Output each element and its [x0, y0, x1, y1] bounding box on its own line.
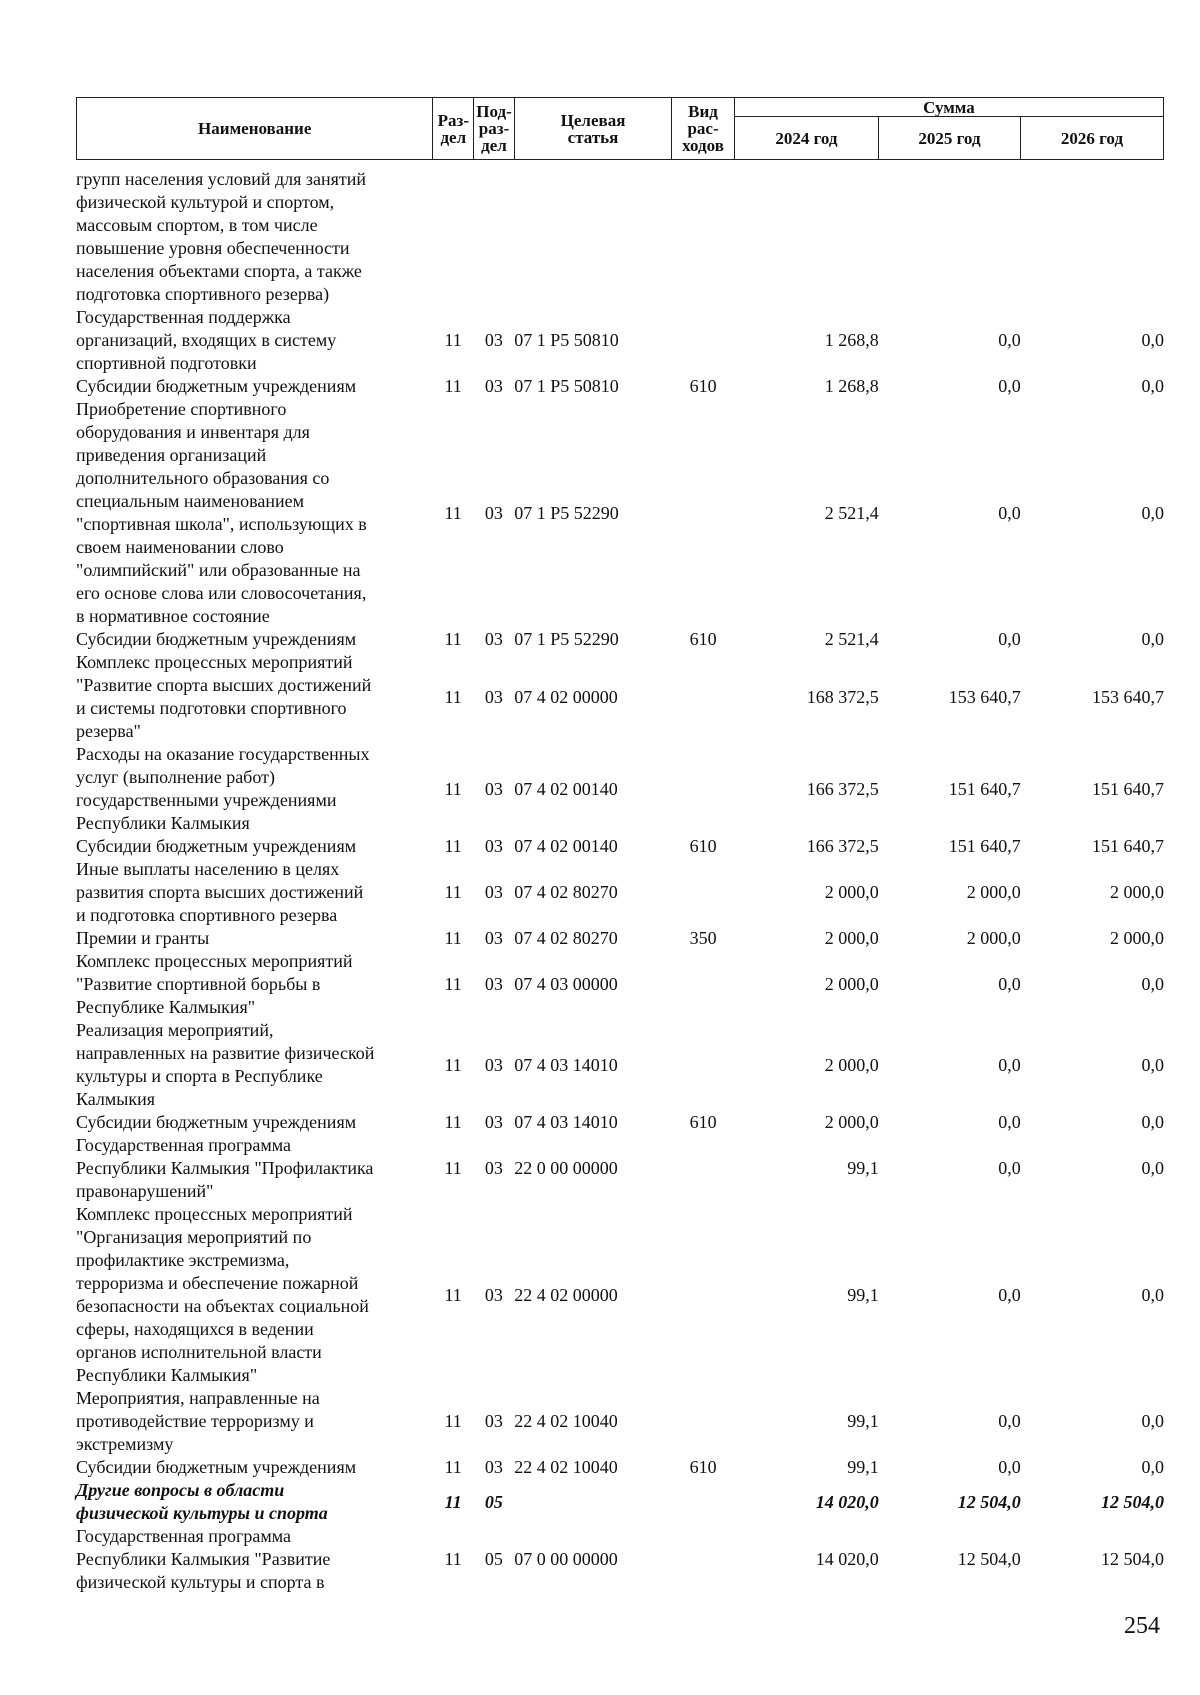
- row-podrazdel: 03: [484, 1112, 503, 1132]
- row-vid: [672, 398, 735, 628]
- row-name-line: приведения организаций: [76, 445, 267, 465]
- row-sum-2025: 151 640,7: [948, 836, 1021, 856]
- row-sum-2026: 0,0: [1141, 330, 1164, 350]
- table-row: [76, 1203, 1164, 1387]
- header-line: ходов: [682, 136, 724, 155]
- table-row: [76, 927, 1164, 950]
- row-name-line: организаций, входящих в систему: [76, 330, 337, 350]
- row-name-line: Расходы на оказание государственных: [76, 744, 370, 764]
- row-name-line: Мероприятия, направленные на: [76, 1388, 320, 1408]
- row-podrazdel: 05: [484, 1549, 503, 1569]
- table-row: [76, 1479, 1164, 1525]
- row-sum-2025: 151 640,7: [948, 778, 1021, 799]
- row-podrazdel: 03: [484, 928, 503, 948]
- row-sum-2024: 99,1: [847, 1284, 879, 1305]
- row-target: 07 4 02 80270: [514, 882, 618, 902]
- row-razdel: 11: [444, 1411, 462, 1431]
- row-sum-2026: [1021, 168, 1164, 306]
- row-sum-2026: 0,0: [1141, 1158, 1164, 1178]
- row-sum-2025: 0,0: [998, 502, 1021, 523]
- row-name: [76, 628, 433, 651]
- row-target: 07 1 P5 50810: [514, 376, 619, 396]
- row-sum-2024: 99,1: [847, 1457, 879, 1477]
- row-sum-2026: 0,0: [1141, 1112, 1164, 1132]
- row-name-line: Другие вопросы в области: [76, 1480, 285, 1500]
- row-sum-2026: 2 000,0: [1110, 928, 1164, 948]
- row-name: [76, 398, 433, 628]
- row-vid: [672, 306, 735, 375]
- row-target: 22 4 02 00000: [514, 1284, 618, 1305]
- row-name-line: "Развитие спорта высших достижений: [76, 675, 372, 695]
- row-name-line: Республики Калмыкия": [76, 1365, 258, 1385]
- row-name-line: Калмыкия: [76, 1089, 156, 1109]
- row-sum-2024: 14 020,0: [815, 1549, 879, 1569]
- row-sum-2024: 2 000,0: [824, 974, 879, 994]
- row-sum-2024: 166 372,5: [806, 778, 879, 799]
- row-name-line: "олимпийский" или образованные на: [76, 560, 361, 580]
- row-name-line: дополнительного образования со: [76, 468, 330, 488]
- row-name-line: в нормативное состояние: [76, 606, 270, 626]
- row-name: [76, 858, 433, 927]
- row-sum-2025: 0,0: [998, 1112, 1021, 1132]
- row-razdel: 11: [444, 1549, 462, 1569]
- row-vid: [672, 651, 735, 743]
- header-target: [514, 98, 671, 160]
- row-target: 22 4 02 10040: [514, 1411, 618, 1431]
- row-sum-2026: 0,0: [1141, 1411, 1164, 1431]
- row-sum-2025: 12 504,0: [957, 1549, 1021, 1569]
- row-podrazdel: 03: [484, 1411, 503, 1431]
- row-podrazdel: 03: [484, 1054, 503, 1075]
- row-name: [76, 1111, 433, 1134]
- row-name-line: Республики Калмыкия "Развитие: [76, 1549, 331, 1569]
- table-row: [76, 858, 1164, 927]
- row-name-line: Субсидии бюджетным учреждениям: [76, 1112, 357, 1132]
- row-vid: [672, 168, 735, 306]
- row-vid: 610: [689, 1112, 717, 1132]
- row-name-line: физической культурой и спортом,: [76, 192, 335, 212]
- row-sum-2026: 12 504,0: [1101, 1549, 1164, 1569]
- header-line: рас-: [687, 119, 719, 138]
- row-vid: [672, 1203, 735, 1387]
- table-row: [76, 1525, 1164, 1594]
- row-sum-2024: 2 521,4: [824, 629, 879, 649]
- row-name-line: и системы подготовки спортивного: [76, 698, 347, 718]
- row-razdel: 11: [444, 1491, 462, 1512]
- row-name-line: "спортивная школа", использующих в: [76, 514, 367, 534]
- table-row: [76, 950, 1164, 1019]
- row-name-line: Государственная программа: [76, 1135, 291, 1155]
- row-name-line: резерва": [76, 721, 141, 741]
- row-podrazdel: 03: [484, 376, 503, 396]
- row-target: [514, 1479, 671, 1525]
- row-name-line: Комплекс процессных мероприятий: [76, 652, 353, 672]
- row-name-line: подготовка спортивного резерва): [76, 284, 330, 304]
- header-line: Вид: [688, 102, 718, 121]
- row-sum-2025: 0,0: [998, 1411, 1021, 1431]
- row-name-line: Премии и гранты: [76, 928, 210, 948]
- row-target: 07 4 03 00000: [514, 974, 618, 994]
- row-sum-2024: 2 521,4: [824, 502, 879, 523]
- row-target: [514, 168, 671, 306]
- row-podrazdel: 03: [484, 1457, 503, 1477]
- row-name-line: экстремизму: [76, 1434, 174, 1454]
- row-sum-2025: 0,0: [998, 629, 1021, 649]
- row-name: [76, 168, 433, 306]
- row-sum-2024: 1 268,8: [824, 330, 879, 350]
- table-row: [76, 1111, 1164, 1134]
- row-name-line: развития спорта высших достижений: [76, 882, 364, 902]
- row-name-line: Субсидии бюджетным учреждениям: [76, 1457, 357, 1477]
- row-target: 22 4 02 10040: [514, 1457, 618, 1477]
- row-sum-2026: 12 504,0: [1101, 1491, 1164, 1512]
- row-name-line: государственными учреждениями: [76, 790, 337, 810]
- row-razdel: 11: [444, 778, 462, 799]
- row-razdel: 11: [444, 1054, 462, 1075]
- row-sum-2025: 0,0: [998, 1284, 1021, 1305]
- row-name: [76, 1203, 433, 1387]
- row-vid: [672, 950, 735, 1019]
- row-target: 07 1 P5 52290: [514, 502, 619, 523]
- row-razdel: 11: [444, 330, 462, 350]
- row-target: 07 4 03 14010: [514, 1054, 618, 1075]
- row-target: 07 1 P5 50810: [514, 330, 619, 350]
- table-row: [76, 1456, 1164, 1479]
- row-name-line: физической культуры и спорта в: [76, 1572, 325, 1592]
- table-row: [76, 398, 1164, 628]
- row-sum-2024: 168 372,5: [806, 686, 879, 707]
- row-razdel: 11: [444, 502, 462, 523]
- row-podrazdel: 03: [484, 1158, 503, 1178]
- row-sum-2025: 2 000,0: [966, 882, 1021, 902]
- row-sum-2024: 2 000,0: [824, 882, 879, 902]
- row-sum-2025: 12 504,0: [957, 1491, 1021, 1512]
- row-name-line: своем наименовании слово: [76, 537, 284, 557]
- row-sum-2026: 0,0: [1141, 974, 1164, 994]
- row-sum-2024: 1 268,8: [824, 376, 879, 396]
- row-sum-2026: 2 000,0: [1110, 882, 1164, 902]
- row-name-line: Иные выплаты населению в целях: [76, 859, 340, 879]
- row-name: [76, 1479, 433, 1525]
- row-razdel: 11: [444, 974, 462, 994]
- row-sum-2025: 0,0: [998, 330, 1021, 350]
- row-name-line: терроризма и обеспечение пожарной: [76, 1273, 359, 1293]
- table-row: [76, 306, 1164, 375]
- row-razdel: 11: [444, 1284, 462, 1305]
- row-sum-2026: 0,0: [1141, 1054, 1164, 1075]
- row-sum-2025: 2 000,0: [966, 928, 1021, 948]
- row-razdel: 11: [444, 1158, 462, 1178]
- header-summa: Сумма: [734, 98, 1163, 117]
- header-razdel: [433, 98, 474, 160]
- row-name: [76, 306, 433, 375]
- row-name-line: физической культуры и спорта: [76, 1503, 328, 1523]
- row-podrazdel: 03: [484, 330, 503, 350]
- row-name-line: повышение уровня обеспеченности: [76, 238, 350, 258]
- header-year-2026: 2026 год: [1020, 117, 1163, 160]
- row-sum-2024: 99,1: [847, 1158, 879, 1178]
- row-name-line: "Развитие спортивной борьбы в: [76, 974, 321, 994]
- row-sum-2025: 0,0: [998, 1457, 1021, 1477]
- row-podrazdel: 03: [484, 778, 503, 799]
- row-name-line: Субсидии бюджетным учреждениям: [76, 376, 357, 396]
- table-row: [76, 168, 1164, 306]
- table-row: [76, 1019, 1164, 1111]
- row-razdel: 11: [444, 882, 462, 902]
- row-target: 07 0 00 00000: [514, 1549, 618, 1569]
- row-vid: [672, 1479, 735, 1525]
- row-name: [76, 835, 433, 858]
- row-vid: [672, 1134, 735, 1203]
- row-name-line: Приобретение спортивного: [76, 399, 287, 419]
- row-name-line: культуры и спорта в Республике: [76, 1066, 323, 1086]
- row-name: [76, 743, 433, 835]
- row-sum-2026: 151 640,7: [1092, 836, 1164, 856]
- row-sum-2025: [879, 168, 1021, 306]
- row-podrazdel: 05: [484, 1491, 503, 1512]
- row-target: 07 4 03 14010: [514, 1112, 618, 1132]
- row-target: 07 4 02 00000: [514, 686, 618, 707]
- row-name-line: Реализация мероприятий,: [76, 1020, 274, 1040]
- row-name-line: правонарушений": [76, 1181, 214, 1201]
- row-name-line: Государственная программа: [76, 1526, 291, 1546]
- header-name: Наименование: [77, 98, 433, 160]
- row-vid: [672, 1387, 735, 1456]
- row-name: [76, 1456, 433, 1479]
- row-name-line: направленных на развитие физической: [76, 1043, 375, 1063]
- row-name-line: безопасности на объектах социальной: [76, 1296, 369, 1316]
- table-row: [76, 743, 1164, 835]
- row-name-line: профилактике экстремизма,: [76, 1250, 290, 1270]
- row-sum-2024: 2 000,0: [824, 1112, 879, 1132]
- row-vid: 610: [689, 836, 717, 856]
- row-vid: 350: [689, 928, 717, 948]
- row-target: 07 4 02 00140: [514, 778, 618, 799]
- row-razdel: 11: [444, 1112, 462, 1132]
- row-razdel: 11: [444, 836, 462, 856]
- row-podrazdel: 03: [484, 836, 503, 856]
- row-name-line: Субсидии бюджетным учреждениям: [76, 836, 357, 856]
- row-name-line: Республики Калмыкия "Профилактика: [76, 1158, 374, 1178]
- header-line: дел: [440, 127, 467, 147]
- row-podrazdel: 03: [484, 974, 503, 994]
- table-row: [76, 375, 1164, 398]
- header-podrazdel: [474, 98, 515, 160]
- row-name-line: органов исполнительной власти: [76, 1342, 322, 1362]
- row-podrazdel: 03: [484, 1284, 503, 1305]
- row-name: [76, 651, 433, 743]
- row-name-line: Субсидии бюджетным учреждениям: [76, 629, 357, 649]
- row-name: [76, 927, 433, 950]
- row-name-line: оборудования и инвентаря для: [76, 422, 310, 442]
- row-podrazdel: [474, 168, 515, 306]
- row-target: 07 4 02 00140: [514, 836, 618, 856]
- row-razdel: 11: [444, 686, 462, 707]
- row-name-line: Комплекс процессных мероприятий: [76, 951, 353, 971]
- header-line: раз-: [478, 119, 510, 138]
- row-sum-2025: 0,0: [998, 974, 1021, 994]
- row-name: [76, 1525, 433, 1594]
- row-vid: [672, 1525, 735, 1594]
- row-name: [76, 1019, 433, 1111]
- row-sum-2026: 153 640,7: [1092, 686, 1164, 707]
- page-number: 254: [1124, 1613, 1160, 1639]
- row-sum-2026: 0,0: [1141, 1284, 1164, 1305]
- row-sum-2025: 153 640,7: [948, 686, 1021, 707]
- row-sum-2026: 0,0: [1141, 502, 1164, 523]
- row-name-line: массовым спортом, в том числе: [76, 215, 318, 235]
- table-body: [76, 168, 1164, 1594]
- row-name-line: Комплекс процессных мероприятий: [76, 1204, 353, 1224]
- row-name: [76, 950, 433, 1019]
- header-line: Раз-: [437, 110, 469, 130]
- header-line: Целевая: [560, 110, 626, 130]
- table-row: [76, 835, 1164, 858]
- row-razdel: 11: [444, 376, 462, 396]
- row-sum-2025: 0,0: [998, 376, 1021, 396]
- row-name-line: "Организация мероприятий по: [76, 1227, 312, 1247]
- row-sum-2024: [734, 168, 878, 306]
- row-name-line: и подготовка спортивного резерва: [76, 905, 338, 925]
- header-vid: [672, 98, 735, 160]
- row-name: [76, 1134, 433, 1203]
- row-sum-2026: 0,0: [1141, 376, 1164, 396]
- row-sum-2024: 99,1: [847, 1411, 879, 1431]
- row-podrazdel: 03: [484, 629, 503, 649]
- header-line: статья: [567, 127, 619, 147]
- header-line: дел: [481, 136, 507, 155]
- row-podrazdel: 03: [484, 686, 503, 707]
- row-name-line: противодействие терроризму и: [76, 1411, 314, 1431]
- row-razdel: [433, 168, 474, 306]
- row-target: 07 4 02 80270: [514, 928, 618, 948]
- row-name-line: групп населения условий для занятий: [76, 169, 367, 189]
- row-vid: 610: [689, 629, 717, 649]
- row-name: [76, 1387, 433, 1456]
- row-podrazdel: 03: [484, 502, 503, 523]
- row-razdel: 11: [444, 1457, 462, 1477]
- row-sum-2024: 2 000,0: [824, 928, 879, 948]
- row-vid: 610: [689, 1457, 717, 1477]
- row-sum-2024: 2 000,0: [824, 1054, 879, 1075]
- row-name: [76, 375, 433, 398]
- row-sum-2025: 0,0: [998, 1158, 1021, 1178]
- row-name-line: Государственная поддержка: [76, 307, 291, 327]
- row-sum-2026: 0,0: [1141, 629, 1164, 649]
- row-name-line: Республике Калмыкия": [76, 997, 256, 1017]
- table-row: [76, 1134, 1164, 1203]
- row-vid: [672, 1019, 735, 1111]
- row-vid: [672, 743, 735, 835]
- row-vid: 610: [689, 376, 717, 396]
- budget-table: [76, 168, 1164, 1594]
- row-target: 07 1 P5 52290: [514, 629, 619, 649]
- row-razdel: 11: [444, 928, 462, 948]
- row-name-line: спортивной подготовки: [76, 353, 257, 373]
- row-podrazdel: 03: [484, 882, 503, 902]
- row-name-line: его основе слова или словосочетания,: [76, 583, 367, 603]
- header-year-2025: 2025 год: [879, 117, 1021, 160]
- row-name-line: Республики Калмыкия: [76, 813, 250, 833]
- row-target: 22 0 00 00000: [514, 1158, 618, 1178]
- table-row: [76, 1387, 1164, 1456]
- row-vid: [672, 858, 735, 927]
- row-sum-2026: 0,0: [1141, 1457, 1164, 1477]
- table-header: [76, 97, 1164, 160]
- row-name-line: населения объектами спорта, а также: [76, 261, 362, 281]
- row-sum-2026: 151 640,7: [1092, 778, 1164, 799]
- row-sum-2024: 14 020,0: [815, 1491, 879, 1512]
- row-name-line: услуг (выполнение работ): [76, 767, 275, 787]
- table-row: [76, 651, 1164, 743]
- header-year-2024: 2024 год: [734, 117, 878, 160]
- row-name-line: специальным наименованием: [76, 491, 304, 511]
- table-row: [76, 628, 1164, 651]
- row-sum-2024: 166 372,5: [806, 836, 879, 856]
- header-line: Под-: [476, 102, 512, 121]
- row-sum-2025: 0,0: [998, 1054, 1021, 1075]
- row-razdel: 11: [444, 629, 462, 649]
- row-name-line: сферы, находящихся в ведении: [76, 1319, 314, 1339]
